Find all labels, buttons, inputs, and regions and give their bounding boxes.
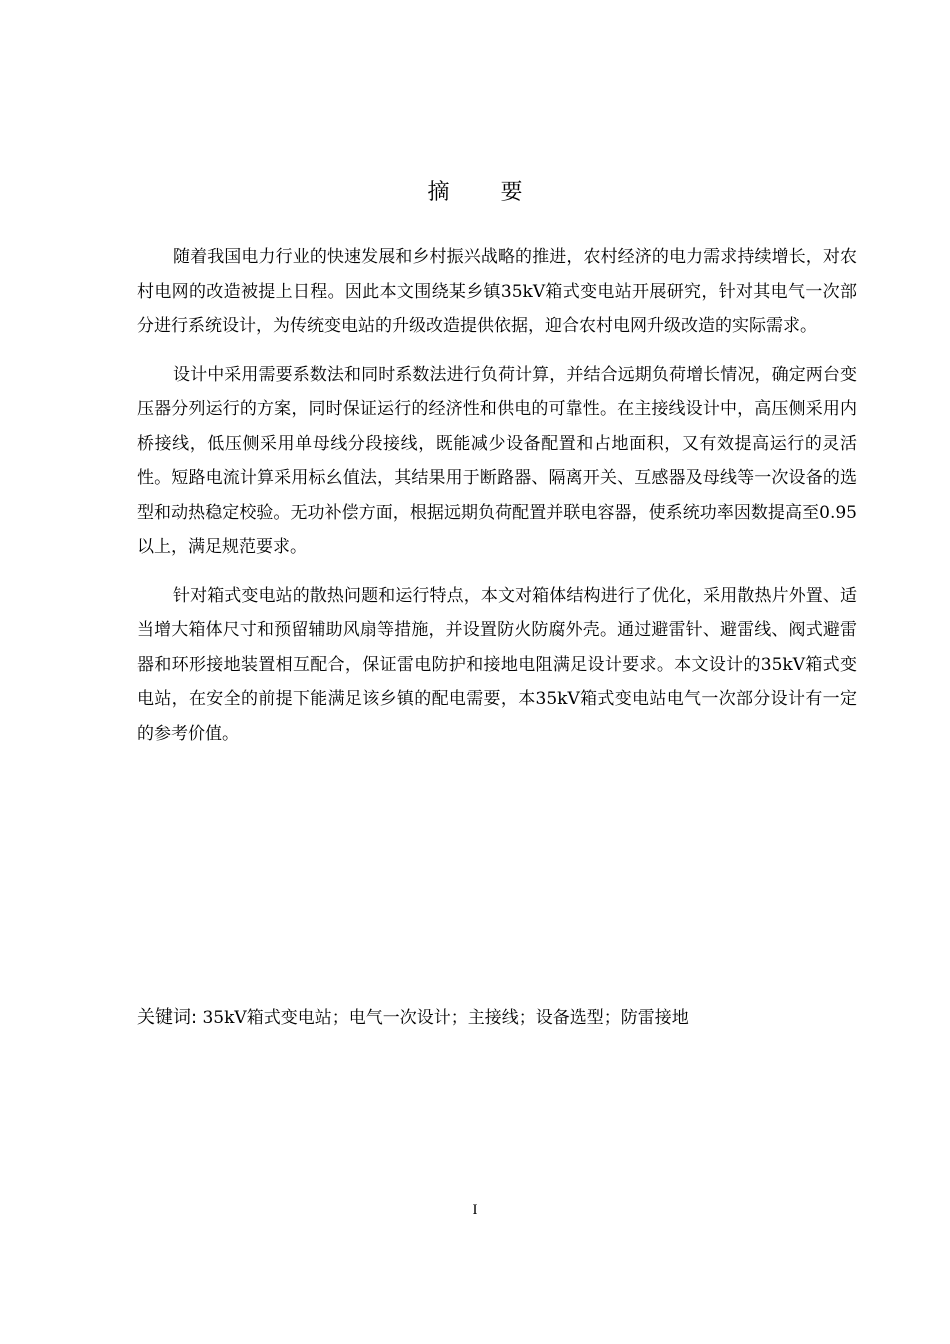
page-number: I	[472, 1202, 478, 1218]
abstract-body	[137, 240, 857, 765]
keywords-line	[137, 1001, 857, 1035]
keywords-label: 关键词:	[137, 1007, 198, 1028]
abstract-paragraph-2: 设计中采用需要系数法和同时系数法进行负荷计算，并结合远期负荷增长情况，确定两台变压器分列运行的方案，同时保证运行的经济性和供电的可靠性。在主接线设计中，高压侧采用内桥接线，低压侧采用单母线分段接线，既能减少设备配置和占地面积，又有效提高运行的灵活性。短路电流计算采用标幺值法，其结果用于断路器、隔离开关、互感器及母线等一次设备的选型和动热稳定校验。无功补偿方面，根据远期负荷配置并联电容器，使系统功率因数提高至0.95以上，满足规范要求。	[137, 364, 857, 557]
abstract-paragraph-3: 针对箱式变电站的散热问题和运行特点，本文对箱体结构进行了优化，采用散热片外置、适当增大箱体尺寸和预留辅助风扇等措施，并设置防火防腐外壳。通过避雷针、避雷线、阀式避雷器和环形接地装置相互配合，保证雷电防护和接地电阻满足设计要求。本文设计的35kV箱式变电站，在安全的前提下能满足该乡镇的配电需要，本35kV箱式变电站电气一次部分设计有一定的参考价值。	[137, 585, 857, 744]
abstract-paragraph-1: 随着我国电力行业的快速发展和乡村振兴战略的推进，农村经济的电力需求持续增长，对农村电网的改造被提上日程。因此本文围绕某乡镇35kV箱式变电站开展研究，针对其电气一次部分进行系统设计，为传统变电站的升级改造提供依据，迎合农村电网升级改造的实际需求。	[137, 247, 857, 336]
abstract-title: 摘 要	[427, 180, 545, 205]
keywords-text: 35kV箱式变电站；电气一次设计；主接线；设备选型；防雷接地	[202, 1008, 689, 1028]
